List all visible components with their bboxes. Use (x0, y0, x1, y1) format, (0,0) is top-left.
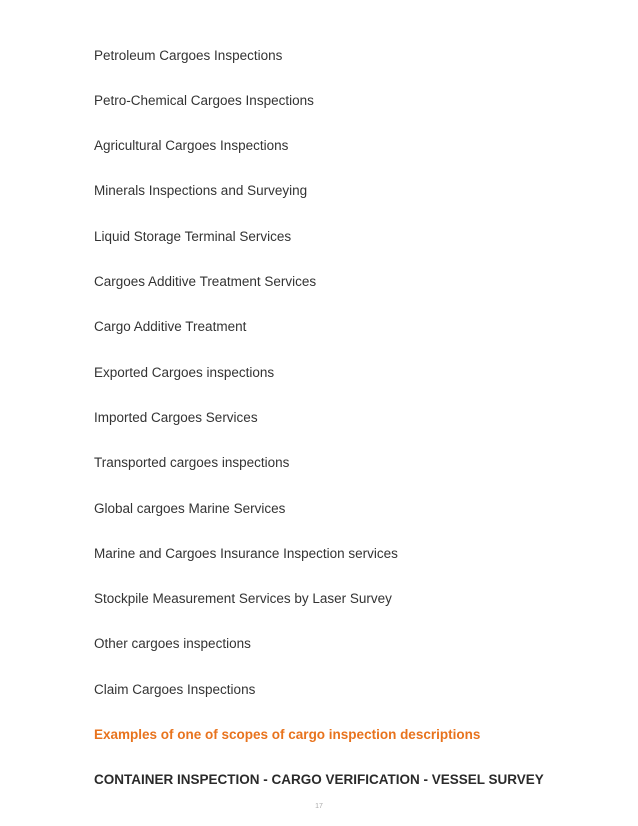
section-heading: CONTAINER INSPECTION - CARGO VERIFICATION - VESSEL SURVEY (94, 772, 544, 787)
service-item-other: Other cargoes inspections (94, 636, 251, 651)
service-item-minerals: Minerals Inspections and Surveying (94, 183, 308, 198)
service-item-additive-treatment-services: Cargoes Additive Treatment Services (94, 274, 317, 289)
service-item-transported: Transported cargoes inspections (94, 455, 290, 470)
service-item-exported: Exported Cargoes inspections (94, 365, 275, 380)
examples-heading: Examples of one of scopes of cargo inspection descriptions (94, 727, 481, 742)
page-number: 17 (315, 803, 323, 810)
service-item-claim: Claim Cargoes Inspections (94, 682, 256, 697)
service-item-petroleum: Petroleum Cargoes Inspections (94, 48, 283, 63)
service-item-stockpile: Stockpile Measurement Services by Laser Survey (94, 591, 392, 606)
service-item-agricultural: Agricultural Cargoes Inspections (94, 138, 289, 153)
service-item-marine-insurance: Marine and Cargoes Insurance Inspection services (94, 546, 398, 561)
service-item-petro-chemical: Petro-Chemical Cargoes Inspections (94, 93, 314, 108)
service-item-liquid-storage: Liquid Storage Terminal Services (94, 229, 292, 244)
service-item-imported: Imported Cargoes Services (94, 410, 258, 425)
service-item-global-marine: Global cargoes Marine Services (94, 501, 286, 516)
service-item-additive-treatment: Cargo Additive Treatment (94, 319, 247, 334)
